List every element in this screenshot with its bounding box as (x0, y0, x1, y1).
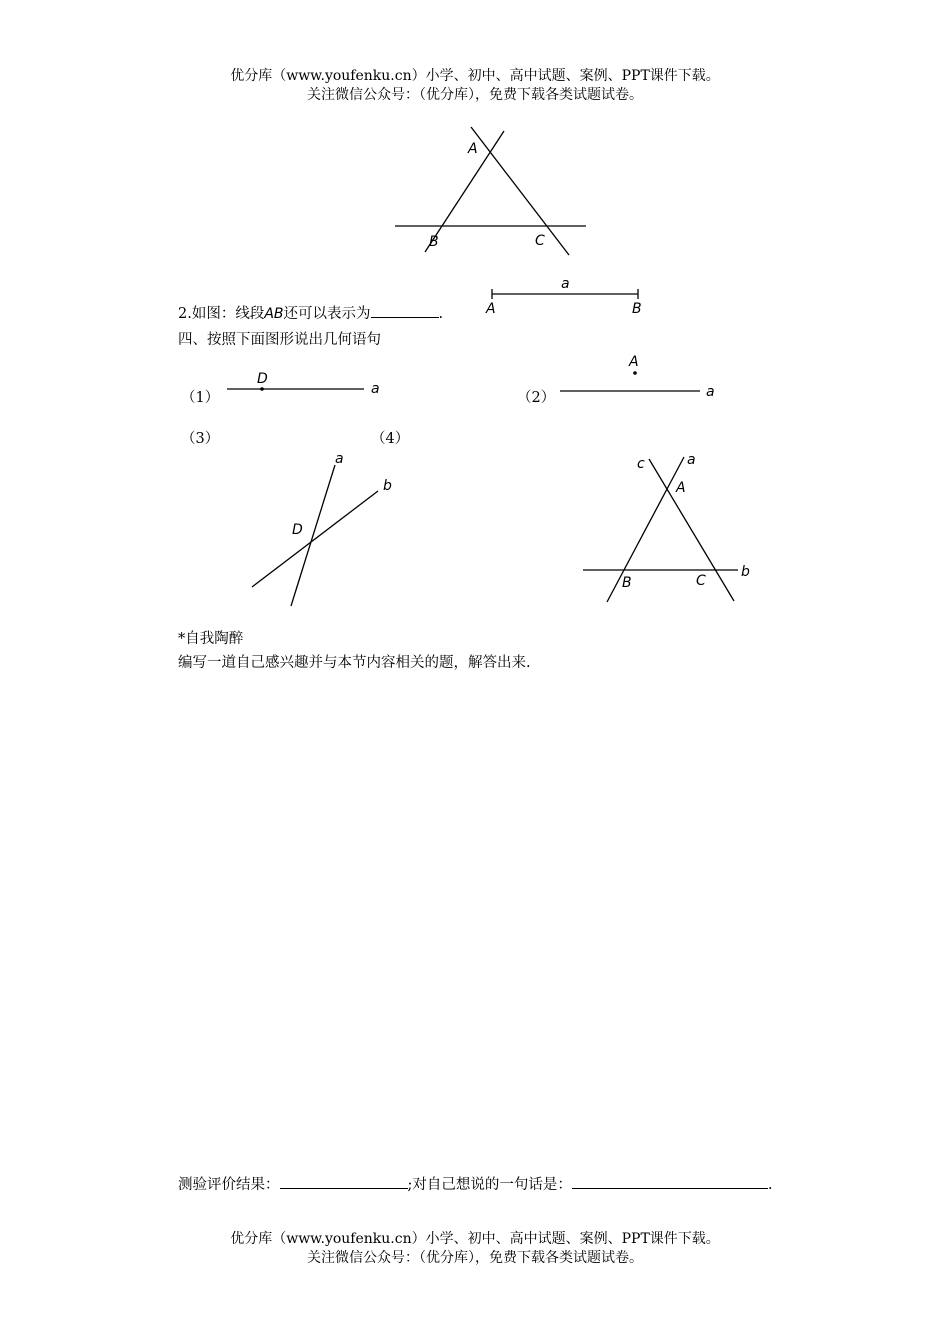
figure-2 (555, 350, 730, 400)
header-line-2: 关注微信公众号：（优分库），免费下载各类试题试卷。 (307, 87, 643, 103)
q2-end: . (438, 306, 444, 322)
triangle-figure-top (380, 120, 610, 260)
label-a: a (371, 381, 380, 397)
evaluation-end: . (767, 1177, 773, 1193)
figure-3 (245, 445, 405, 615)
label-a: a (561, 276, 570, 292)
header (0, 67, 950, 105)
item-3-number: （3） (181, 431, 220, 447)
label-B: B (622, 575, 632, 591)
self-title: *自我陶醉 (178, 631, 244, 647)
footer-line-2: 关注微信公众号：（优分库），免费下载各类试题试卷。 (307, 1250, 643, 1266)
question-2 (178, 302, 443, 323)
label-A: A (468, 141, 478, 157)
figure-4 (578, 445, 758, 610)
footer-line-1: 优分库（www.youfenku.cn）小学、初中、高中试题、案例、PPT课件下载。 (230, 1231, 720, 1247)
item-4-number: （4） (371, 431, 410, 447)
label-a: a (706, 384, 715, 400)
header-line-1: 优分库（www.youfenku.cn）小学、初中、高中试题、案例、PPT课件下载。 (230, 68, 720, 84)
label-b: b (383, 478, 392, 494)
label-a: a (335, 451, 344, 467)
q2-ab: AB (264, 306, 284, 322)
figure-1 (220, 365, 390, 400)
label-A: A (676, 480, 686, 496)
q2-suffix: 还可以表示为 (283, 306, 371, 322)
label-a: a (687, 452, 696, 468)
label-D: D (292, 522, 303, 538)
segment-ab-figure (480, 275, 650, 320)
evaluation-result-blank[interactable] (280, 1174, 408, 1189)
item-1-number: （1） (181, 390, 220, 406)
evaluation-comment-blank[interactable] (572, 1174, 768, 1189)
label-D: D (257, 371, 268, 387)
label-C: C (696, 573, 706, 589)
item-2-number: （2） (517, 390, 556, 406)
evaluation-label-2: ;对自己想说的一句话是： (407, 1177, 572, 1193)
label-b: b (741, 564, 750, 580)
label-c: c (637, 456, 645, 472)
self-text: 编写一道自己感兴趣并与本节内容相关的题，解答出来. (178, 655, 531, 671)
q2-answer-blank[interactable] (371, 303, 439, 318)
label-B: B (429, 234, 439, 250)
section-4-title: 四、按照下面图形说出几何语句 (178, 332, 381, 348)
label-C: C (535, 233, 545, 249)
label-A: A (486, 301, 496, 317)
label-B: B (632, 301, 642, 317)
label-A: A (629, 354, 639, 370)
evaluation-label-1: 测验评价结果： (178, 1177, 280, 1193)
evaluation-line (178, 1173, 773, 1194)
footer (0, 1230, 950, 1268)
q2-prefix: 2.如图：线段 (178, 306, 265, 322)
